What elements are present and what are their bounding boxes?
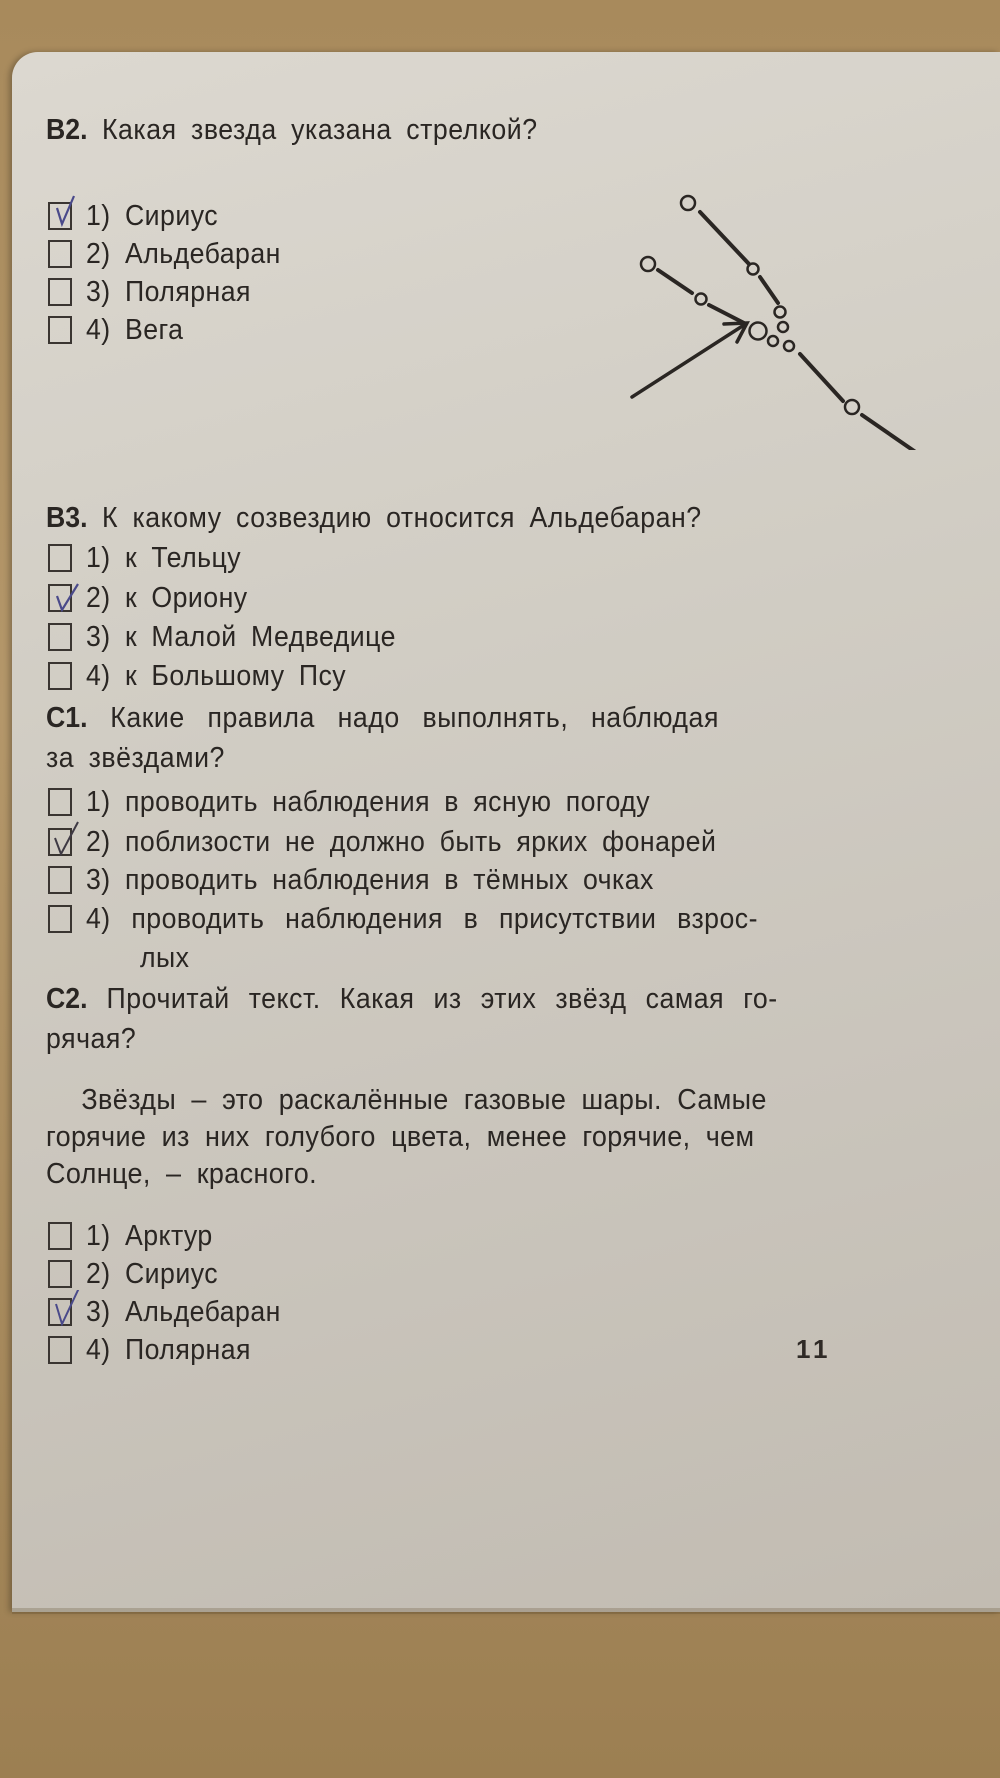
reading-passage bbox=[46, 1082, 821, 1193]
question-c1-title-cont: за звёздами? bbox=[46, 742, 225, 774]
checkbox[interactable] bbox=[48, 544, 72, 572]
pen-check-mark-icon bbox=[52, 1290, 80, 1326]
option-label: 2) Альдебаран bbox=[86, 237, 281, 270]
question-text: Прочитай текст. Какая из этих звёзд самая го- bbox=[106, 983, 778, 1015]
option-c2-2[interactable] bbox=[48, 1256, 230, 1292]
option-b3-3[interactable] bbox=[48, 619, 423, 655]
option-label: 4) Полярная bbox=[86, 1333, 251, 1366]
option-label: 2) к Ориону bbox=[86, 581, 248, 614]
question-b3-title bbox=[46, 500, 702, 536]
checkbox[interactable] bbox=[48, 1222, 72, 1250]
option-c1-3[interactable] bbox=[48, 862, 703, 898]
option-label: 3) Альдебаран bbox=[86, 1295, 281, 1328]
question-b2 bbox=[46, 112, 580, 148]
pen-check-mark-icon bbox=[52, 820, 80, 856]
option-c2-3[interactable] bbox=[48, 1294, 298, 1330]
option-b2-1[interactable] bbox=[48, 198, 230, 234]
option-c1-4-cont bbox=[140, 940, 194, 976]
option-c1-4[interactable] bbox=[48, 901, 816, 937]
passage-line: Солнце, – красного. bbox=[46, 1158, 318, 1190]
option-label: 3) проводить наблюдения в тёмных очках bbox=[86, 863, 654, 896]
checkbox[interactable] bbox=[48, 828, 72, 856]
option-c1-2[interactable] bbox=[48, 824, 771, 860]
star-indicated bbox=[750, 323, 767, 340]
option-b3-1[interactable] bbox=[48, 540, 254, 576]
option-label: 3) к Малой Медведице bbox=[86, 620, 396, 653]
option-label: 4) проводить наблюдения в присутствии взрос- bbox=[86, 902, 758, 935]
checkbox[interactable] bbox=[48, 623, 72, 651]
question-c2-title-cont: рячая? bbox=[46, 1023, 137, 1055]
option-label: 2) Сириус bbox=[86, 1257, 219, 1290]
option-c2-4[interactable] bbox=[48, 1332, 265, 1368]
question-text: Какие правила надо выполнять, наблюдая bbox=[110, 702, 719, 734]
checkbox[interactable] bbox=[48, 278, 72, 306]
question-id: B3. bbox=[46, 502, 88, 534]
question-c1 bbox=[46, 700, 777, 776]
page-number: 11 bbox=[796, 1334, 832, 1364]
option-label: 1) Арктур bbox=[86, 1219, 213, 1252]
question-b3 bbox=[46, 500, 759, 536]
pen-check-mark-icon bbox=[52, 576, 80, 612]
page-edge bbox=[12, 1608, 1000, 1614]
option-label: 3) Полярная bbox=[86, 275, 251, 308]
checkbox[interactable] bbox=[48, 584, 72, 612]
option-label: 1) к Тельцу bbox=[86, 541, 242, 574]
arrow-pointer bbox=[632, 323, 747, 397]
pen-check-mark-icon bbox=[52, 194, 80, 230]
option-b2-4[interactable] bbox=[48, 312, 192, 348]
question-b2-title bbox=[46, 112, 538, 148]
checkbox[interactable] bbox=[48, 1260, 72, 1288]
question-text: Какая звезда указана стрелкой? bbox=[101, 114, 538, 146]
question-id: C2. bbox=[46, 983, 88, 1015]
checkbox[interactable] bbox=[48, 662, 72, 690]
option-label: 4) Вега bbox=[86, 313, 184, 346]
checkbox[interactable] bbox=[48, 1298, 72, 1326]
option-b2-3[interactable] bbox=[48, 274, 265, 310]
constellation-diagram bbox=[540, 160, 960, 450]
checkbox[interactable] bbox=[48, 202, 72, 230]
option-b3-4[interactable] bbox=[48, 658, 369, 694]
checkbox[interactable] bbox=[48, 240, 72, 268]
checkbox[interactable] bbox=[48, 866, 72, 894]
question-id: C1. bbox=[46, 702, 88, 734]
question-id: B2. bbox=[46, 114, 88, 146]
option-label: 2) поблизости не должно быть ярких фонарей bbox=[86, 825, 717, 858]
star-markers bbox=[641, 196, 949, 450]
passage-line: горячие из них голубого цвета, менее горячие, чем bbox=[46, 1121, 755, 1153]
checkbox[interactable] bbox=[48, 905, 72, 933]
passage-line: Звёзды – это раскалённые газовые шары. Самые bbox=[81, 1084, 767, 1116]
option-label-continuation: лых bbox=[140, 941, 190, 974]
checkbox[interactable] bbox=[48, 1336, 72, 1364]
checkbox[interactable] bbox=[48, 788, 72, 816]
option-c1-1[interactable] bbox=[48, 784, 699, 820]
option-label: 4) к Большому Псу bbox=[86, 659, 347, 692]
question-c2-title bbox=[46, 981, 778, 1017]
option-c2-1[interactable] bbox=[48, 1218, 224, 1254]
option-b3-2[interactable] bbox=[48, 580, 262, 616]
option-label: 1) проводить наблюдения в ясную погоду bbox=[86, 785, 651, 818]
question-text: К какому созвездию относится Альдебаран? bbox=[101, 502, 702, 534]
question-c2 bbox=[46, 981, 841, 1057]
option-b2-2[interactable] bbox=[48, 236, 298, 272]
question-c1-title bbox=[46, 700, 719, 736]
checkbox[interactable] bbox=[48, 316, 72, 344]
option-label: 1) Сириус bbox=[86, 199, 219, 232]
